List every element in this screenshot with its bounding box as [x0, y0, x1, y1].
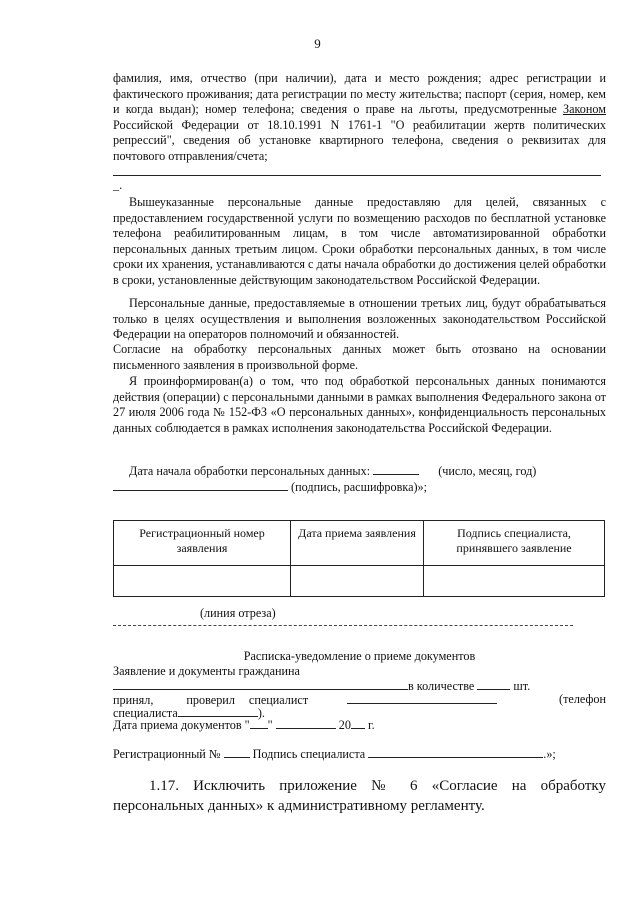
receipt-end: .»;: [543, 747, 556, 761]
quantity-unit: шт.: [513, 679, 531, 693]
checked-label: проверил: [186, 693, 235, 707]
date-quote: ": [267, 718, 273, 732]
receipt-date-line: [113, 717, 606, 734]
paragraph-informed: Я проинформирован(а) о том, что под обработкой персональных данных понимаются действия (операции) с персональными данными в рамках выполнения Федерального закона от 27 июля 2006 года № 152-ФЗ «О персональных данных», конфиденциальность персональных данных соблюдается в рамках исполнения законодательства Российской Федерации.: [113, 374, 606, 435]
receipt-registration-line: [113, 746, 606, 763]
cut-line-label: (линия отреза): [200, 606, 276, 620]
page-number: 9: [314, 36, 321, 51]
registration-table: [113, 520, 605, 597]
table-header-row: [114, 521, 605, 566]
day-blank[interactable]: [250, 717, 268, 729]
year-suffix: г.: [367, 718, 375, 732]
date-label: Дата начала обработки персональных данных:: [129, 464, 371, 478]
phone-blank[interactable]: [178, 705, 258, 717]
reg-number-blank[interactable]: [224, 746, 250, 758]
phone-label: (телефон: [559, 692, 606, 706]
quantity-blank[interactable]: [477, 678, 510, 690]
paragraph-third-parties: Персональные данные, предоставляемые в отношении третьих лиц, будут обрабатываться только в целях осуществления и выполнения возложенных законодательством Российской Федерации на операторов полномочий и обязанностей.: [113, 296, 606, 341]
month-blank[interactable]: [276, 717, 336, 729]
fill-in-tail: _.: [113, 178, 123, 192]
cut-line: [113, 625, 573, 626]
citizen-name-blank[interactable]: [113, 678, 408, 690]
paragraph-text: фамилия, имя, отчество (при наличии), дата и место рождения; адрес регистрации и фактического проживания; дата регистрации по месту жительства; паспорт (серия, номер, кем и когда выдан); номер телефона; сведения о праве на льготы, предусмотренные: [113, 71, 606, 116]
fill-in-line: [113, 175, 601, 176]
header-application-date: Дата приема заявления: [291, 521, 424, 566]
year-prefix: 20: [338, 718, 351, 732]
date-blank[interactable]: [373, 463, 419, 475]
quantity-label: в количестве: [408, 679, 475, 693]
final-paragraph: 1.17. Исключить приложение № 6 «Согласие на обработку персональных данных» к административному регламенту.: [113, 778, 606, 814]
processing-start-date: [129, 463, 606, 480]
date-received-label: Дата приема документов ": [113, 718, 250, 732]
receipt-line-citizen: Заявление и документы гражданина: [113, 664, 300, 678]
paragraph-purposes: Вышеуказанные персональные данные предоставляю для целей, связанных с предоставлением государственной услуги по возмещению расходов по бесплатной установке телефона реабилитированным лицам, в том числе автоматизированной обработки персональных данных третьим лицом. Сроки обработки персональных данных, в том числе сроки их хранения, устанавливаются с даты начала обработки до достижения целей обработки в сроки, установленные действующим законодательством Российской Федерации.: [113, 195, 606, 287]
specialist-label: специалист: [248, 693, 309, 707]
signature-label: (подпись, расшифровка)»;: [291, 480, 428, 494]
specialist-signature-blank[interactable]: [368, 746, 543, 758]
year-blank[interactable]: [351, 717, 365, 729]
header-registration-number: Регистрационный номер заявления: [114, 521, 291, 566]
paragraph-personal-data-list: [113, 71, 606, 164]
accepted-label: принял,: [113, 693, 154, 707]
paragraph-consent-revocation: Согласие на обработку персональных данных может быть отозвано на основании письменного заявления в произвольной форме.: [113, 342, 606, 372]
table-cell[interactable]: [424, 566, 605, 597]
table-cell[interactable]: [114, 566, 291, 597]
header-specialist-signature: Подпись специалиста, принявшего заявление: [424, 521, 605, 566]
reg-number-label: Регистрационный №: [113, 747, 221, 761]
receipt-title: Расписка-уведомление о приеме документов: [243, 649, 476, 663]
signature-line: [113, 479, 606, 496]
date-format-hint: (число, месяц, год): [438, 464, 537, 478]
table-row: [114, 566, 605, 597]
law-link[interactable]: Законом: [562, 102, 606, 116]
signature-blank[interactable]: [113, 479, 288, 491]
paragraph-text: Российской Федерации от 18.10.1991 N 1761-1 "О реабилитации жертв политических репрессий", сведения об установке квартирного телефона, сведения о реквизитах для почтового отправления/счета;: [113, 117, 606, 163]
phone-line-start: специалиста: [113, 706, 178, 720]
table-cell[interactable]: [291, 566, 424, 597]
specialist-blank[interactable]: [347, 692, 497, 704]
specialist-signature-label: Подпись специалиста: [252, 747, 366, 761]
phone-line-end: ).: [257, 706, 265, 720]
